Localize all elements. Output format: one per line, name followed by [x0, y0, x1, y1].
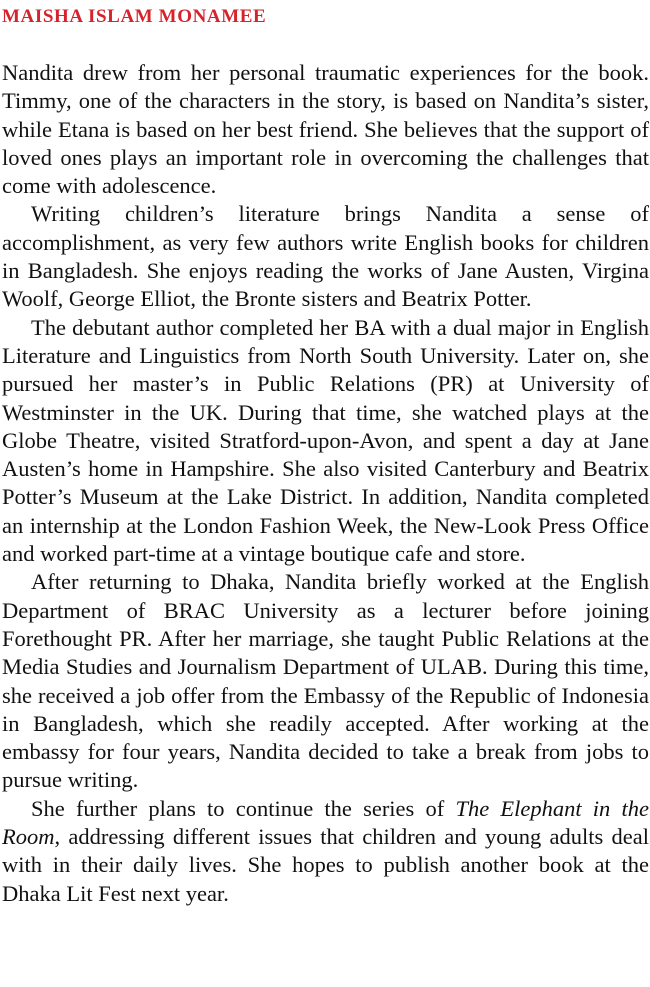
article-paragraph: [2, 59, 649, 200]
paragraph-text: Writing children’s literature brings Nandita a sense of accomplishment, as very few authors write English books for children in Bangladesh. She enjoys reading the works of Jane Austen, Virgina Woolf, George Elliot, the Bronte sisters and Beatrix Potter.: [2, 201, 649, 312]
paragraph-text: , addressing different issues that children and young adults deal with in their daily lives. She hopes to publish another book at the Dhaka Lit Fest next year.: [2, 824, 649, 906]
paragraph-text: She further plans to continue the series of: [31, 795, 456, 821]
paragraph-text: After returning to Dhaka, Nandita briefly worked at the English Department of BRAC University as a lecturer before joining Forethought PR. After her marriage, she taught Public Relations at the Media Studies and Journalism Department of ULAB. During this time, she received a job offer from the Embassy of the Republic of Indonesia in Bangladesh, which she readily accepted. After working at the embassy for four years, Nandita decided to take a break from jobs to pursue writing.: [2, 569, 649, 793]
article-paragraph: [2, 200, 649, 313]
paragraph-text: Nandita drew from her personal traumatic experiences for the book. Timmy, one of the characters in the story, is based on Nandita’s sister, while Etana is based on her best friend. She believes that the support of loved ones plays an important role in overcoming the challenges that come with adolescence.: [2, 60, 649, 199]
article-paragraph: [2, 314, 649, 569]
article-paragraph: [2, 568, 649, 794]
article-paragraph: [2, 795, 649, 908]
article-page: [2, 4, 649, 908]
paragraph-text: The debutant author completed her BA with a dual major in English Literature and Linguistics from North South University. Later on, she pursued her master’s in Public Relations (PR) at University of Westminster in the UK. During that time, she watched plays at the Globe Theatre, visited Stratford-upon-Avon, and spent a day at Jane Austen’s home in Hampshire. She also visited Canterbury and Beatrix Potter’s Museum at the Lake District. In addition, Nandita completed an internship at the London Fashion Week, the New-Look Press Office and worked part-time at a vintage boutique cafe and store.: [2, 314, 649, 567]
author-byline: MAISHA ISLAM MONAMEE: [2, 6, 267, 27]
book-title: The Elephant in the Room: [2, 795, 649, 850]
article-body: [2, 59, 649, 908]
